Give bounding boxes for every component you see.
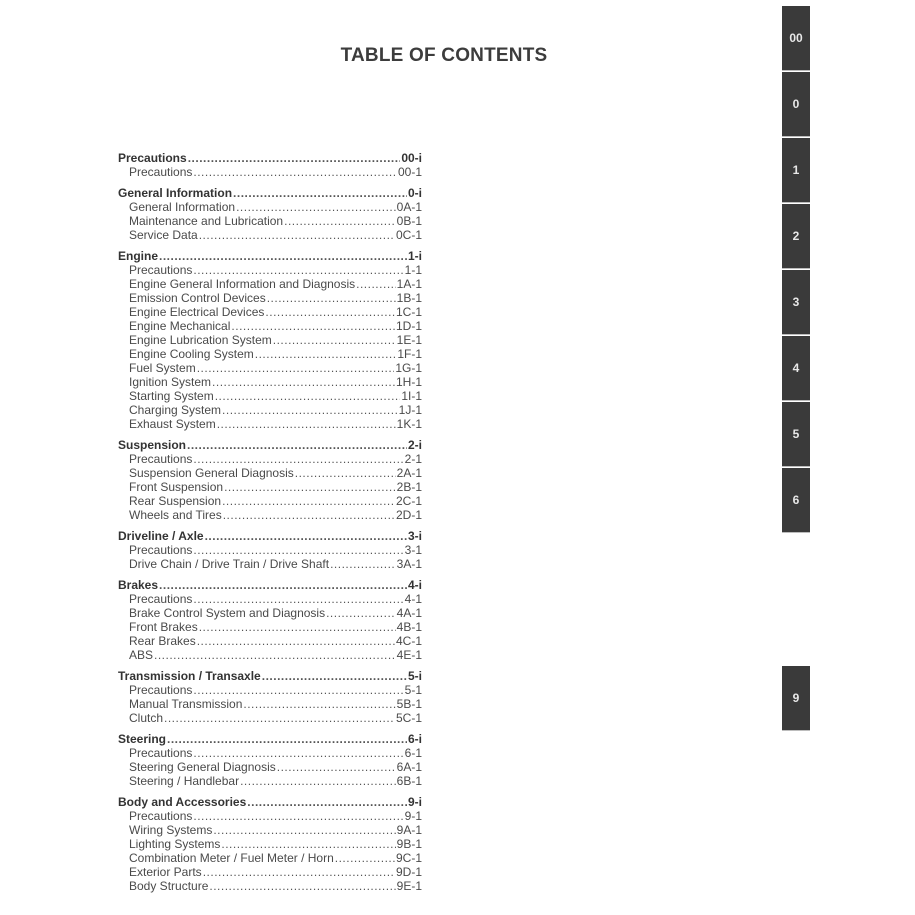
section-tab-0[interactable] — [782, 72, 810, 137]
toc-entry-label: Service Data — [129, 228, 198, 242]
leader-dots — [233, 186, 407, 200]
toc-entry[interactable] — [118, 389, 422, 403]
leader-dots — [224, 480, 396, 494]
toc-entry[interactable] — [118, 879, 422, 893]
toc-section — [118, 732, 422, 788]
toc-entry-page: 1B-1 — [396, 291, 422, 305]
toc-entry-page: 1A-1 — [396, 277, 422, 291]
toc-section — [118, 151, 422, 179]
leader-dots — [356, 277, 396, 291]
toc-section-heading[interactable] — [118, 578, 422, 592]
section-tab-4[interactable] — [782, 336, 810, 401]
toc-entry-page: 6-1 — [404, 746, 422, 760]
leader-dots — [159, 578, 407, 592]
toc-entry-label: Steering / Handlebar — [129, 774, 240, 788]
section-tab-6[interactable] — [782, 468, 810, 533]
toc-entry-page: 1E-1 — [396, 333, 422, 347]
toc-entry[interactable] — [118, 865, 422, 879]
section-tab-label: 9 — [792, 691, 800, 705]
toc-section — [118, 186, 422, 242]
toc-entry-page: 2C-1 — [395, 494, 422, 508]
section-tab-label: 2 — [792, 229, 800, 243]
toc-entry-label: Emission Control Devices — [129, 291, 266, 305]
toc-entry[interactable] — [118, 403, 422, 417]
toc-entry[interactable] — [118, 634, 422, 648]
toc-entry[interactable] — [118, 697, 422, 711]
toc-entry-page: 4B-1 — [396, 620, 422, 634]
toc-entry[interactable] — [118, 263, 422, 277]
toc-entry-page: 1I-1 — [401, 389, 422, 403]
leader-dots — [284, 214, 396, 228]
toc-entry[interactable] — [118, 711, 422, 725]
toc-entry[interactable] — [118, 214, 422, 228]
toc-entry[interactable] — [118, 228, 422, 242]
toc-entry-page: 3A-1 — [396, 557, 422, 571]
toc-entry-page: 9A-1 — [396, 823, 422, 837]
section-tab-9[interactable] — [782, 666, 810, 731]
toc-entry-label: Engine Mechanical — [129, 319, 231, 333]
toc-entry-page: 1-1 — [404, 263, 422, 277]
leader-dots — [267, 291, 396, 305]
toc-entry-label: Suspension — [118, 438, 187, 452]
leader-dots — [164, 711, 395, 725]
toc-entry-label: Precautions — [129, 809, 193, 823]
toc-section-heading[interactable] — [118, 732, 422, 746]
leader-dots — [193, 263, 403, 277]
toc-entry[interactable] — [118, 620, 422, 634]
toc-entry-label: Wheels and Tires — [129, 508, 222, 522]
toc-section-heading[interactable] — [118, 151, 422, 165]
leader-dots — [265, 305, 395, 319]
toc-entry-page: 1K-1 — [396, 417, 422, 431]
toc-section-heading[interactable] — [118, 795, 422, 809]
toc-entry-label: Precautions — [129, 263, 193, 277]
leader-dots — [330, 557, 396, 571]
leader-dots — [221, 837, 395, 851]
toc-entry-page: 5C-1 — [395, 711, 422, 725]
table-of-contents — [118, 151, 422, 900]
toc-entry-label: Exterior Parts — [129, 865, 202, 879]
toc-entry-page: 0A-1 — [396, 200, 422, 214]
toc-entry-page: 5B-1 — [396, 697, 422, 711]
toc-entry-label: ABS — [129, 648, 154, 662]
section-tab-label: 4 — [792, 361, 800, 375]
leader-dots — [213, 823, 395, 837]
leader-dots — [199, 228, 395, 242]
toc-entry-page: 2B-1 — [396, 480, 422, 494]
leader-dots — [222, 403, 398, 417]
leader-dots — [193, 165, 397, 179]
toc-entry[interactable] — [118, 277, 422, 291]
toc-entry-label: Precautions — [129, 592, 193, 606]
toc-entry-label: Precautions — [129, 746, 193, 760]
toc-entry-label: General Information — [129, 200, 236, 214]
toc-entry-page: 2D-1 — [395, 508, 422, 522]
toc-entry-page: 1J-1 — [398, 403, 422, 417]
toc-entry[interactable] — [118, 760, 422, 774]
toc-entry-label: Engine Cooling System — [129, 347, 254, 361]
toc-section — [118, 438, 422, 522]
toc-entry-page: 1F-1 — [397, 347, 422, 361]
toc-section — [118, 795, 422, 893]
toc-entry[interactable] — [118, 494, 422, 508]
toc-entry-page: 5-1 — [404, 683, 422, 697]
toc-entry-page: 6A-1 — [396, 760, 422, 774]
toc-entry[interactable] — [118, 466, 422, 480]
leader-dots — [243, 697, 395, 711]
toc-entry-label: Rear Suspension — [129, 494, 222, 508]
toc-entry-page: 3-i — [407, 529, 422, 543]
toc-entry-label: Driveline / Axle — [118, 529, 204, 543]
toc-entry-label: Transmission / Transaxle — [118, 669, 261, 683]
toc-entry-label: Steering — [118, 732, 167, 746]
toc-entry-label: Engine General Information and Diagnosis — [129, 277, 356, 291]
toc-section-heading[interactable] — [118, 529, 422, 543]
toc-entry-page: 1D-1 — [395, 319, 422, 333]
leader-dots — [217, 417, 396, 431]
toc-entry-label: Steering General Diagnosis — [129, 760, 276, 774]
leader-dots — [199, 620, 396, 634]
toc-entry-page: 4C-1 — [395, 634, 422, 648]
toc-entry[interactable] — [118, 291, 422, 305]
leader-dots — [188, 151, 401, 165]
toc-entry-label: Lighting Systems — [129, 837, 221, 851]
leader-dots — [255, 347, 397, 361]
toc-entry-page: 00-1 — [397, 165, 422, 179]
toc-entry-page: 9-1 — [404, 809, 422, 823]
leader-dots — [240, 774, 396, 788]
leader-dots — [326, 606, 396, 620]
toc-entry-label: Rear Brakes — [129, 634, 196, 648]
toc-entry-page: 9D-1 — [395, 865, 422, 879]
toc-entry[interactable] — [118, 319, 422, 333]
toc-entry-label: Precautions — [129, 543, 193, 557]
section-tab-1[interactable] — [782, 138, 810, 203]
leader-dots — [193, 683, 403, 697]
leader-dots — [335, 851, 395, 865]
page-title: TABLE OF CONTENTS — [340, 45, 548, 66]
leader-dots — [193, 746, 403, 760]
toc-section-heading[interactable] — [118, 186, 422, 200]
toc-entry-page: 9B-1 — [396, 837, 422, 851]
toc-entry-label: Front Suspension — [129, 480, 224, 494]
toc-entry[interactable] — [118, 837, 422, 851]
toc-entry-page: 0B-1 — [396, 214, 422, 228]
toc-section — [118, 529, 422, 571]
leader-dots — [223, 508, 395, 522]
toc-entry-page: 1-i — [407, 249, 422, 263]
toc-section-heading[interactable] — [118, 438, 422, 452]
toc-entry-label: Charging System — [129, 403, 222, 417]
toc-entry-label: Drive Chain / Drive Train / Drive Shaft — [129, 557, 330, 571]
toc-entry[interactable] — [118, 361, 422, 375]
toc-entry-page: 3-1 — [404, 543, 422, 557]
toc-entry[interactable] — [118, 200, 422, 214]
toc-entry[interactable] — [118, 683, 422, 697]
leader-dots — [231, 319, 395, 333]
toc-entry-label: Precautions — [129, 165, 193, 179]
leader-dots — [154, 648, 396, 662]
toc-entry[interactable] — [118, 592, 422, 606]
toc-entry[interactable] — [118, 823, 422, 837]
leader-dots — [262, 669, 407, 683]
leader-dots — [159, 249, 407, 263]
toc-entry[interactable] — [118, 606, 422, 620]
toc-entry-label: Clutch — [129, 711, 164, 725]
toc-entry[interactable] — [118, 375, 422, 389]
leader-dots — [193, 452, 403, 466]
toc-entry-label: Wiring Systems — [129, 823, 213, 837]
toc-entry-page: 6-i — [407, 732, 422, 746]
section-tab-label: 0 — [792, 97, 800, 111]
toc-entry[interactable] — [118, 508, 422, 522]
toc-entry[interactable] — [118, 417, 422, 431]
toc-entry-page: 9-i — [407, 795, 422, 809]
section-tab-label: 1 — [792, 163, 800, 177]
toc-entry-page: 9C-1 — [395, 851, 422, 865]
toc-section-heading[interactable] — [118, 249, 422, 263]
toc-entry-page: 1H-1 — [395, 375, 422, 389]
toc-entry[interactable] — [118, 165, 422, 179]
toc-entry-label: Ignition System — [129, 375, 212, 389]
toc-entry[interactable] — [118, 809, 422, 823]
toc-entry-page: 2-i — [407, 438, 422, 452]
toc-entry-label: Body Structure — [129, 879, 209, 893]
section-tab-label: 5 — [792, 427, 800, 441]
toc-section — [118, 249, 422, 431]
section-tab-label: 3 — [792, 295, 800, 309]
leader-dots — [203, 865, 395, 879]
toc-entry[interactable] — [118, 774, 422, 788]
toc-entry-page: 9E-1 — [396, 879, 422, 893]
leader-dots — [295, 466, 396, 480]
toc-entry-page: 4E-1 — [396, 648, 422, 662]
toc-entry[interactable] — [118, 746, 422, 760]
toc-entry-label: Starting System — [129, 389, 214, 403]
toc-entry-label: Brake Control System and Diagnosis — [129, 606, 326, 620]
toc-entry[interactable] — [118, 851, 422, 865]
toc-entry-label: Brakes — [118, 578, 159, 592]
toc-entry[interactable] — [118, 452, 422, 466]
section-tab-2[interactable] — [782, 204, 810, 269]
toc-entry-label: Body and Accessories — [118, 795, 247, 809]
leader-dots — [193, 809, 403, 823]
leader-dots — [277, 760, 396, 774]
toc-entry[interactable] — [118, 543, 422, 557]
toc-entry-page: 00-i — [401, 151, 422, 165]
leader-dots — [212, 375, 395, 389]
toc-section — [118, 669, 422, 725]
toc-entry-label: Engine Lubrication System — [129, 333, 272, 347]
toc-entry-label: Front Brakes — [129, 620, 198, 634]
toc-entry-label: Exhaust System — [129, 417, 216, 431]
toc-entry-label: General Information — [118, 186, 233, 200]
toc-entry-label: Manual Transmission — [129, 697, 243, 711]
toc-entry-page: 1C-1 — [395, 305, 422, 319]
toc-entry-label: Precautions — [129, 683, 193, 697]
leader-dots — [187, 438, 407, 452]
leader-dots — [247, 795, 407, 809]
toc-entry-page: 2A-1 — [396, 466, 422, 480]
toc-entry-page: 6B-1 — [396, 774, 422, 788]
section-tab-3[interactable] — [782, 270, 810, 335]
toc-entry-label: Precautions — [129, 452, 193, 466]
leader-dots — [222, 494, 395, 508]
toc-entry-page: 2-1 — [404, 452, 422, 466]
toc-entry-label: Engine Electrical Devices — [129, 305, 265, 319]
section-tab-label: 6 — [792, 493, 800, 507]
toc-section — [118, 578, 422, 662]
leader-dots — [197, 361, 395, 375]
toc-entry-page: 1G-1 — [395, 361, 422, 375]
toc-entry[interactable] — [118, 305, 422, 319]
toc-section-heading[interactable] — [118, 669, 422, 683]
leader-dots — [205, 529, 407, 543]
toc-entry-page: 4-i — [407, 578, 422, 592]
toc-entry-page: 0C-1 — [395, 228, 422, 242]
toc-entry-page: 0-i — [407, 186, 422, 200]
toc-entry[interactable] — [118, 333, 422, 347]
leader-dots — [193, 543, 403, 557]
toc-entry-page: 4A-1 — [396, 606, 422, 620]
toc-entry-label: Maintenance and Lubrication — [129, 214, 284, 228]
section-tab-5[interactable] — [782, 402, 810, 467]
section-tab-label: 00 — [789, 31, 803, 45]
toc-entry-label: Engine — [118, 249, 159, 263]
toc-entry[interactable] — [118, 347, 422, 361]
toc-entry-label: Suspension General Diagnosis — [129, 466, 294, 480]
toc-entry-page: 4-1 — [404, 592, 422, 606]
toc-entry-label: Precautions — [118, 151, 187, 165]
leader-dots — [209, 879, 395, 893]
leader-dots — [215, 389, 401, 403]
leader-dots — [236, 200, 396, 214]
leader-dots — [167, 732, 407, 746]
leader-dots — [193, 592, 403, 606]
toc-entry-page: 5-i — [407, 669, 422, 683]
toc-entry[interactable] — [118, 480, 422, 494]
section-tab-00[interactable] — [782, 6, 810, 71]
leader-dots — [197, 634, 395, 648]
leader-dots — [273, 333, 396, 347]
toc-entry-label: Combination Meter / Fuel Meter / Horn — [129, 851, 334, 865]
toc-entry-label: Fuel System — [129, 361, 196, 375]
toc-entry[interactable] — [118, 648, 422, 662]
toc-entry[interactable] — [118, 557, 422, 571]
